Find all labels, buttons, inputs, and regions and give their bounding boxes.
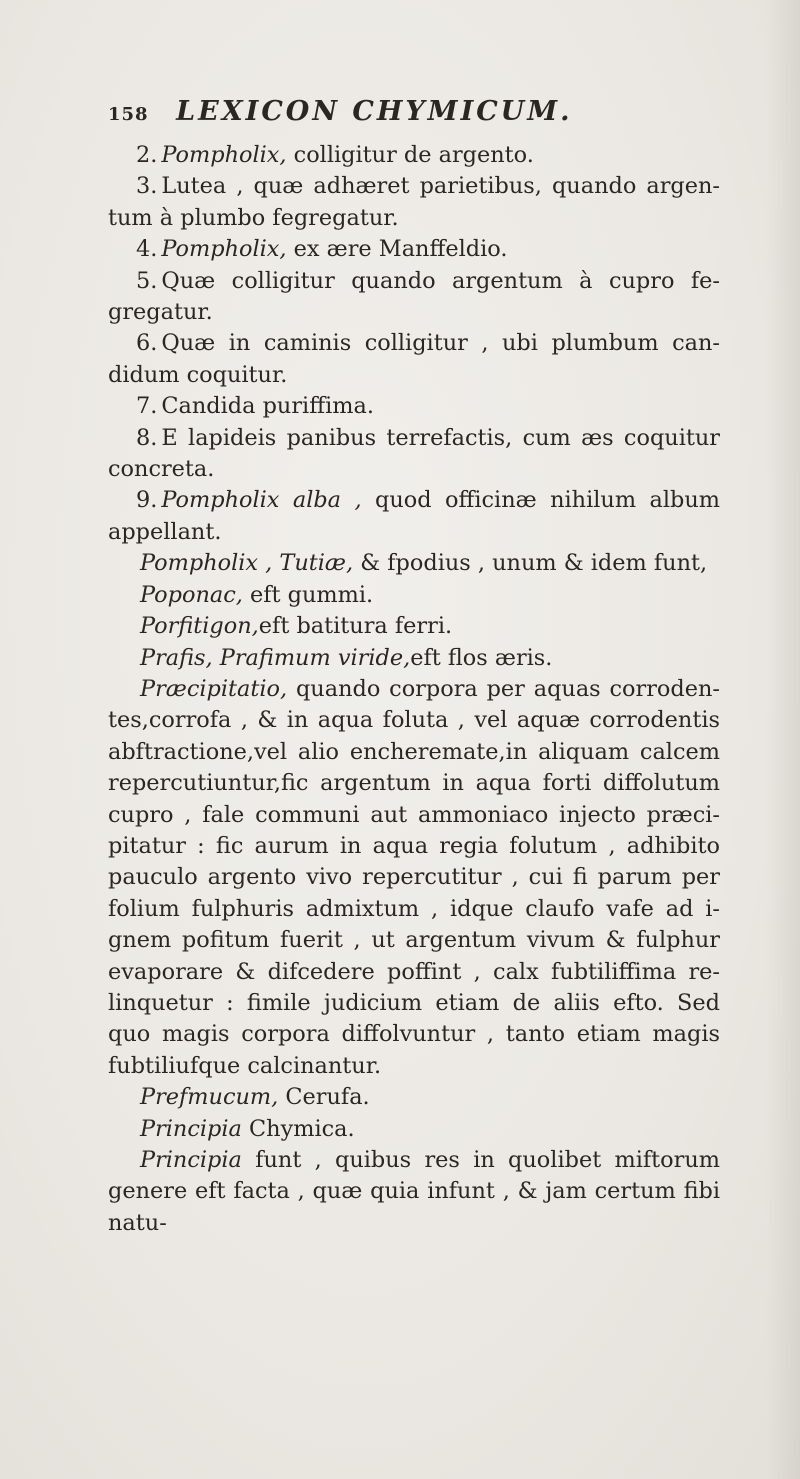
entry-6: 6. Quæ in caminis colligitur , ubi plumbum can- didum coquitur. <box>108 330 720 388</box>
running-header <box>108 96 573 127</box>
entry-praecipitatio: Præcipitatio, quando corpora per aquas corroden- tes,corrofa , & in aqua foluta , vel aquæ corrodentis abftractione,vel alio encheremate,in aliquam calcem repercutiuntur,fic argentum in aqua forti diffolutum cupro , fale communi aut ammoniaco injecto præci- pitatur : fic aurum in aqua regia folutum , adhibito pauculo argento vivo repercutitur , cui fi parum per folium fulphuris admixtum , idque claufo vafe ad i- gnem pofitum fuerit , ut argentum vivum & fulphur evaporare & difcedere poffint , calx fubtiliffima re- linquetur : fimile judicium etiam de aliis efto. Sed quo magis corpora diffolvuntur , tanto etiam magis fubtiliufque calcinantur. <box>108 675 720 1079</box>
entry-prefmucum: Prefmucum, Cerufa. <box>140 1084 370 1111</box>
entry-2: 2. Pompholix, colligitur de argento. <box>136 142 534 168</box>
page-body <box>108 140 720 1239</box>
entry-porfitigon: Porfitigon,eft batitura ferri. <box>140 613 453 640</box>
entry-9: 9. Pompholix alba , quod officinæ nihilum album appellant. <box>108 487 720 545</box>
entry-principia-chymica: Principia Chymica. <box>140 1115 355 1142</box>
page-number: 158 <box>108 104 149 125</box>
entry-principia: Principia funt , quibus res in quolibet miftorum genere eft facta , quæ quia infunt , & jam certum fibi natu- <box>108 1147 720 1236</box>
running-title: LEXICON CHYMICUM. <box>176 96 573 127</box>
entry-7: 7. Candida puriffima. <box>136 393 374 420</box>
entry-poponac: Poponac, eft gummi. <box>140 581 374 608</box>
entry-3: 3. Lutea , quæ adhæret parietibus, quando argen- tum à plumbo fegregatur. <box>108 173 720 231</box>
entry-pompholix-tutiae: Pompholix , Tutiæ, & fpodius , unum & idem funt, <box>140 550 708 577</box>
entry-4: 4. Pompholix, ex ære Manffeldio. <box>136 236 508 263</box>
entry-prafis: Prafis, Prafimum viride,eft flos æris. <box>140 644 553 671</box>
entry-5: 5. Quæ colligitur quando argentum à cupro fe- gregatur. <box>108 267 720 326</box>
entry-8: 8. E lapideis panibus terrefactis, cum æs coquitur concreta. <box>108 424 720 483</box>
page-edge-shadow <box>766 0 800 1479</box>
